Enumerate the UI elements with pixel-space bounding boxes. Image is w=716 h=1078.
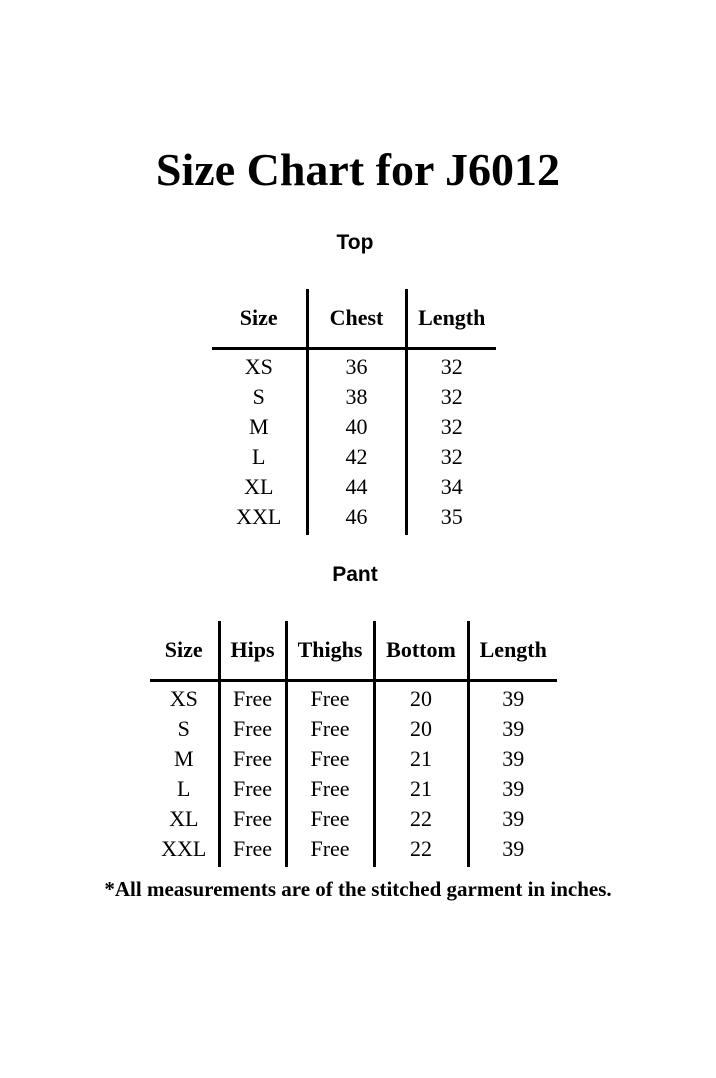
hips-cell: Free [219, 744, 286, 774]
length-cell: 39 [502, 836, 525, 861]
pant-header-size: Size [150, 621, 219, 681]
pant-header-thighs: Thighs [286, 621, 374, 681]
hips-cell: Free [219, 714, 286, 744]
table-row [150, 714, 557, 744]
measurement-footnote: *All measurements are of the stitched garment in inches. [104, 877, 612, 901]
top-size-table [212, 289, 496, 535]
top-header-chest: Chest [307, 289, 406, 349]
table-row [150, 804, 557, 834]
hips-cell: Free [219, 804, 286, 834]
thighs-cell: Free [286, 804, 374, 834]
size-cell: XL [212, 472, 307, 502]
chest-cell: 46 [307, 502, 406, 535]
size-cell: XXL [150, 834, 219, 867]
bottom-cell: 20 [374, 714, 468, 744]
hips-cell: Free [219, 774, 286, 804]
size-cell: S [212, 382, 307, 412]
bottom-cell: 21 [374, 774, 468, 804]
table-row [150, 744, 557, 774]
hips-cell: Free [219, 834, 286, 867]
thighs-cell: Free [286, 714, 374, 744]
length-cell: 39 [502, 746, 525, 771]
length-cell: 32 [440, 384, 463, 409]
chest-cell: 36 [307, 349, 406, 383]
hips-cell: Free [219, 681, 286, 715]
chest-cell: 42 [307, 442, 406, 472]
thighs-cell: Free [286, 681, 374, 715]
length-cell: 35 [440, 504, 463, 529]
size-cell: XXL [212, 502, 307, 535]
table-row [150, 834, 557, 867]
bottom-cell: 20 [374, 681, 468, 715]
length-cell: 39 [502, 686, 525, 711]
top-section-heading: Top [336, 231, 374, 254]
length-cell: 34 [440, 474, 463, 499]
length-cell: 32 [440, 414, 463, 439]
table-row [212, 412, 496, 442]
bottom-cell: 22 [374, 834, 468, 867]
size-cell: L [212, 442, 307, 472]
table-row [150, 774, 557, 804]
size-cell: M [212, 412, 307, 442]
pant-header-length: Length [468, 621, 557, 681]
table-row [212, 349, 496, 383]
pant-size-table [150, 621, 557, 867]
size-cell: S [150, 714, 219, 744]
table-row [150, 681, 557, 715]
page-title: Size Chart for J6012 [155, 144, 561, 195]
size-cell: XL [150, 804, 219, 834]
length-cell: 32 [440, 354, 463, 379]
size-cell: L [150, 774, 219, 804]
length-cell: 39 [502, 776, 525, 801]
table-row [212, 382, 496, 412]
bottom-cell: 21 [374, 744, 468, 774]
chest-cell: 44 [307, 472, 406, 502]
size-cell: XS [150, 681, 219, 715]
length-cell: 39 [502, 716, 525, 741]
length-cell: 32 [440, 444, 463, 469]
table-row [212, 442, 496, 472]
thighs-cell: Free [286, 834, 374, 867]
chest-cell: 40 [307, 412, 406, 442]
pant-header-hips: Hips [219, 621, 286, 681]
thighs-cell: Free [286, 774, 374, 804]
top-header-length: Length [406, 289, 496, 349]
pant-section-heading: Pant [332, 563, 378, 586]
size-cell: XS [212, 349, 307, 383]
table-row [212, 472, 496, 502]
thighs-cell: Free [286, 744, 374, 774]
length-cell: 39 [502, 806, 525, 831]
top-header-row [212, 289, 496, 349]
chest-cell: 38 [307, 382, 406, 412]
bottom-cell: 22 [374, 804, 468, 834]
table-row [212, 502, 496, 535]
top-header-size: Size [212, 289, 307, 349]
pant-header-bottom: Bottom [374, 621, 468, 681]
size-cell: M [150, 744, 219, 774]
pant-header-row [150, 621, 557, 681]
